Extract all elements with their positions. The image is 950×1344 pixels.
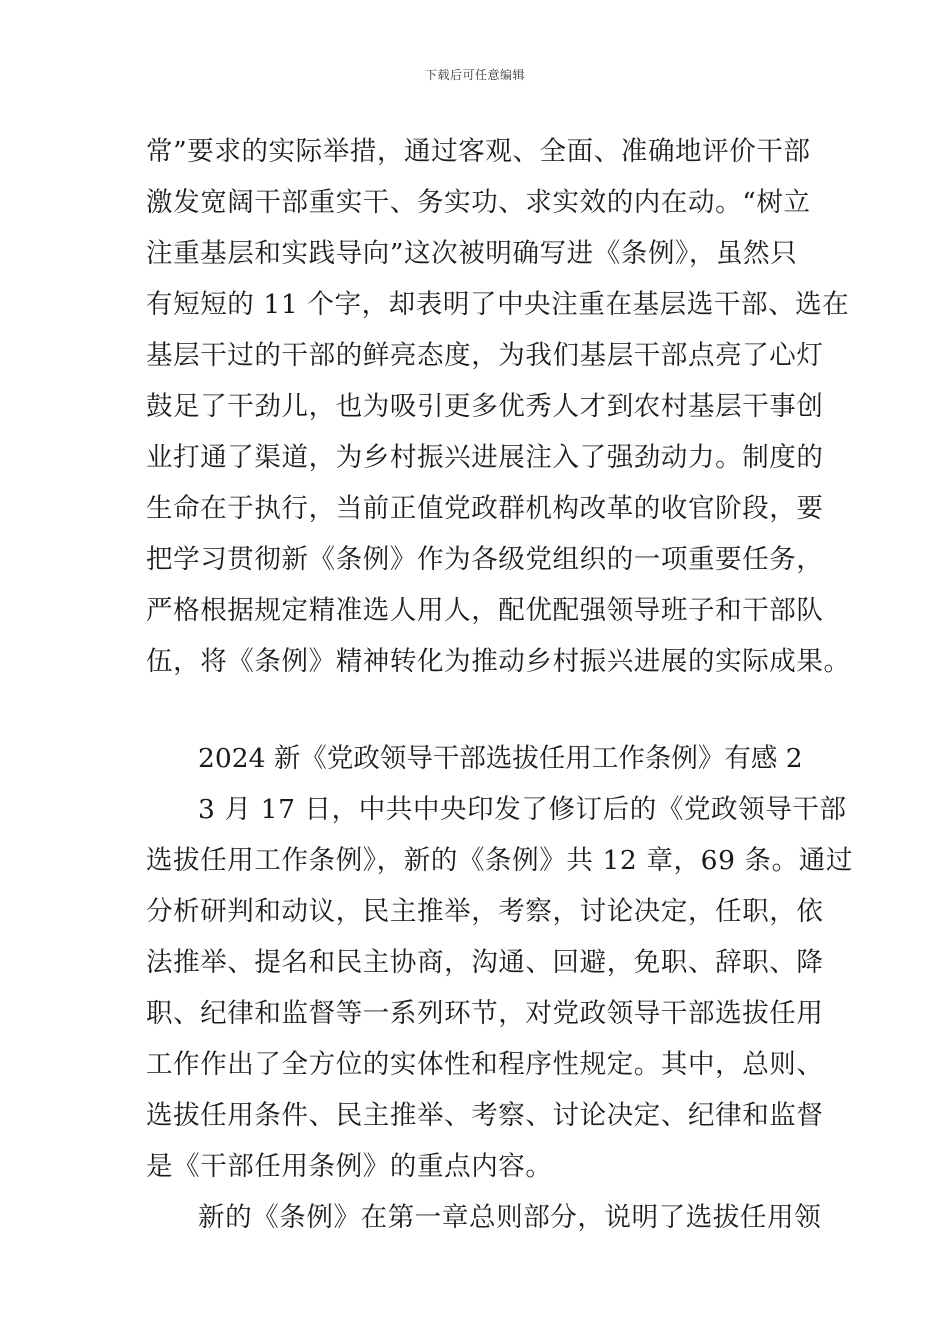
text-line: 生命在于执行，当前正值党政群机构改革的收官阶段，要 [146,493,824,524]
section2-paragraph-1 [146,784,853,1192]
document-body [146,126,853,1243]
text-line: 鼓足了干劲儿，也为吸引更多优秀人才到农村基层干事创 [146,391,824,422]
text-line: 分析研判和动议，民主推举，考察，讨论决定，任职，依 [146,896,824,927]
text-line: 选拔任用工作条例》，新的《条例》共 12 章，69 条。通过 [146,845,853,876]
text-line: 注重基层和实践导向”这次被明确写进《条例》，虽然只 [146,238,798,269]
section-title: 2024 新《党政领导干部选拔任用工作条例》有感 2 [198,743,803,774]
text-line: 伍，将《条例》精神转化为推动乡村振兴进展的实际成果。 [146,646,851,677]
text-line: 法推举、提名和民主协商，沟通、回避，免职、辞职、降 [146,947,824,978]
text-line: 基层干过的干部的鲜亮态度，为我们基层干部点亮了心灯 [146,340,824,371]
text-line: 3 月 17 日，中共中央印发了修订后的《党政领导干部 [198,794,847,825]
text-line: 新的《条例》在第一章总则部分，说明了选拔任用领 [198,1202,822,1233]
text-line: 严格根据规定精准选人用人，配优配强领导班子和干部队 [146,595,824,626]
section-gap [146,687,816,733]
text-line: 把学习贯彻新《条例》作为各级党组织的一项重要任务， [146,544,824,575]
text-line: 工作作出了全方位的实体性和程序性规定。其中，总则、 [146,1049,824,1080]
section1-paragraph [146,126,851,687]
text-line: 职、纪律和监督等一系列环节，对党政领导干部选拔任用 [146,998,824,1029]
section2-paragraph-2 [146,1192,822,1243]
text-line: 有短短的 11 个字，却表明了中央注重在基层选干部、选在 [146,289,850,320]
text-line: 业打通了渠道，为乡村振兴进展注入了强劲动力。制度的 [146,442,824,473]
text-line: 选拔任用条件、民主推举、考察、讨论决定、纪律和监督 [146,1100,824,1131]
text-line: 常”要求的实际举措，通过客观、全面、准确地评价干部 [146,136,811,167]
page-header-note: 下载后可任意编辑 [424,68,525,82]
text-line: 是《干部任用条例》的重点内容。 [146,1151,553,1182]
text-line: 激发宽阔干部重实干、务实功、求实效的内在动。“树立 [146,187,811,218]
